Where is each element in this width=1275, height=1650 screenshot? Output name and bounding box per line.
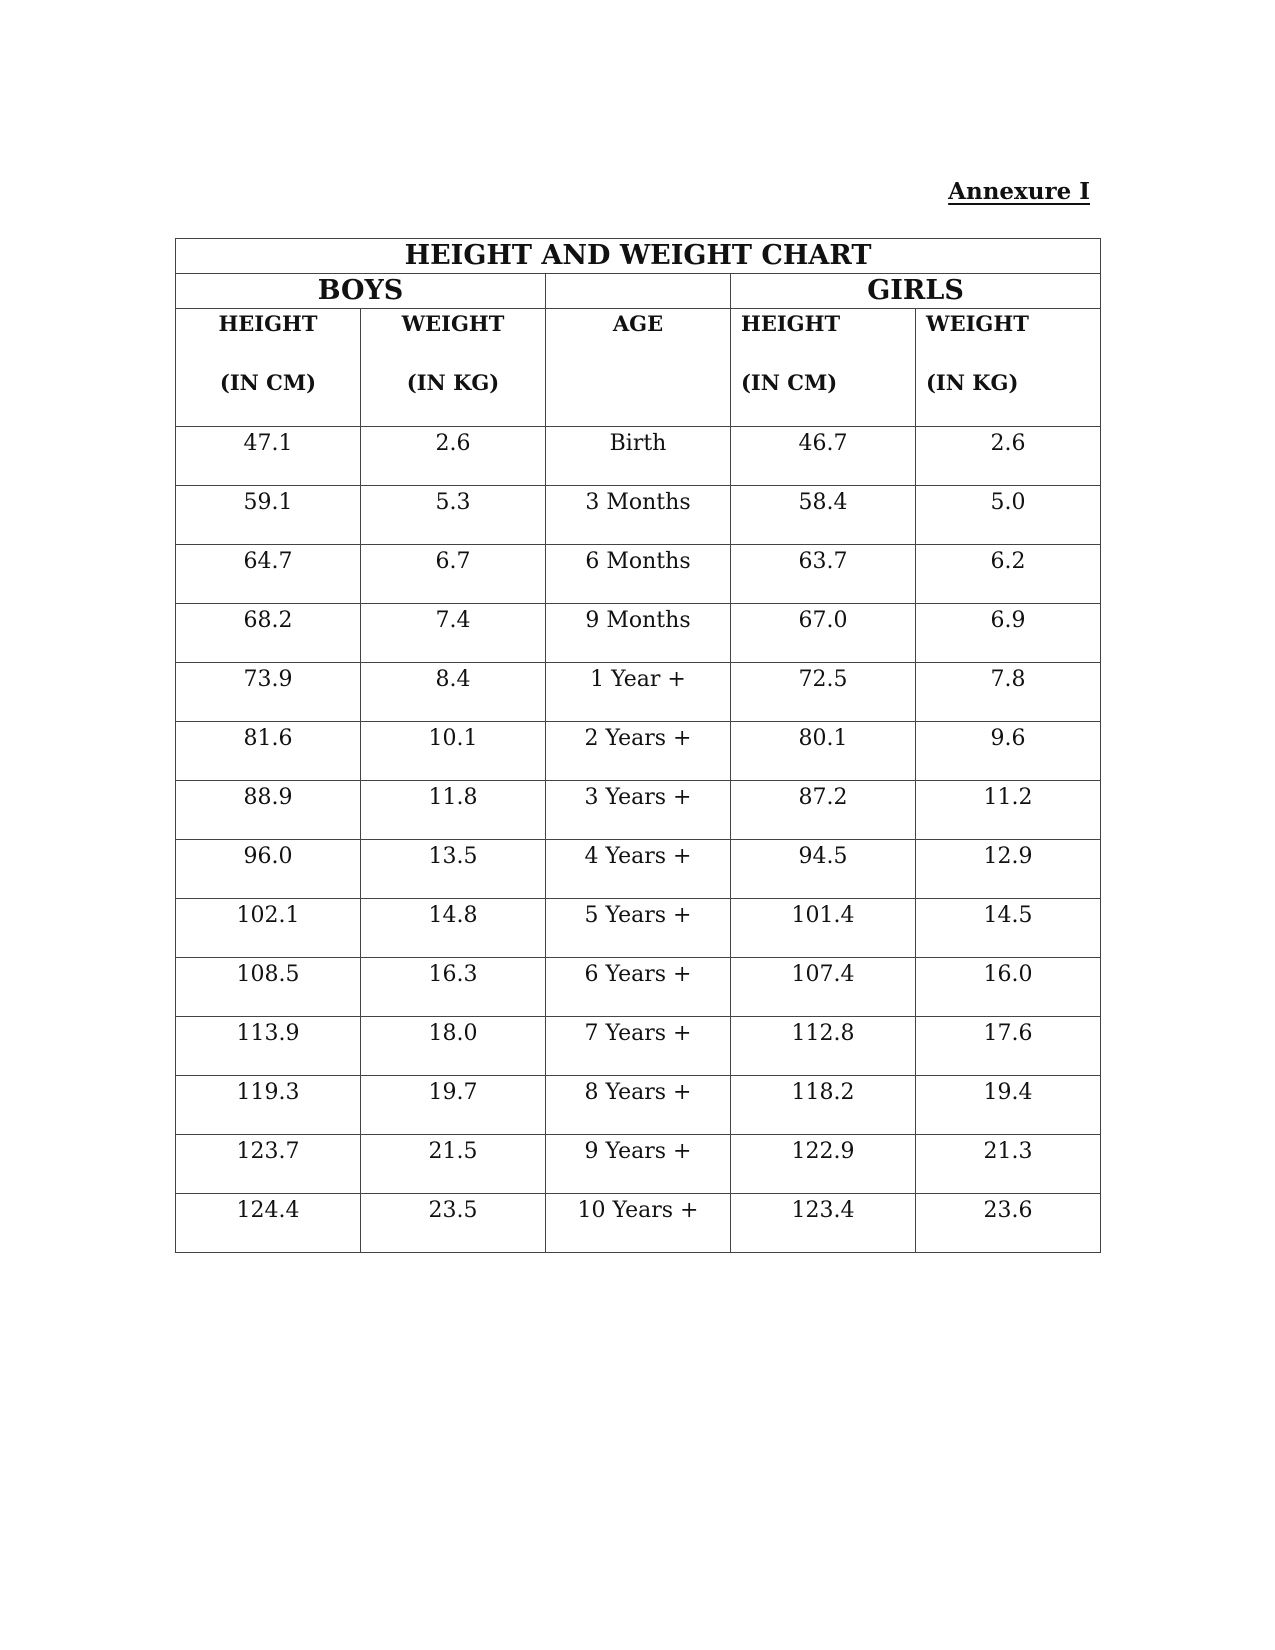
cell-value: 8.4: [435, 667, 471, 692]
cell-age: [546, 1076, 731, 1135]
cell-boys-height: [176, 545, 361, 604]
cell-girls-weight: [916, 427, 1101, 486]
cell-boys-weight: [361, 486, 546, 545]
cell-boys-height: [176, 899, 361, 958]
cell-value: 6.7: [435, 549, 471, 574]
cell-value: 80.1: [798, 726, 848, 751]
header-line2: (IN CM): [219, 370, 317, 395]
cell-value: 64.7: [243, 549, 293, 574]
cell-girls-weight: [916, 1076, 1101, 1135]
cell-girls-height: [731, 1194, 916, 1253]
cell-value: 7.8: [990, 667, 1026, 692]
cell-value: 10.1: [428, 726, 478, 751]
cell-girls-height: [731, 1076, 916, 1135]
cell-girls-height: [731, 486, 916, 545]
cell-girls-height: [731, 958, 916, 1017]
group-age: [546, 274, 731, 309]
cell-boys-weight: [361, 1076, 546, 1135]
header-boys-height: [176, 309, 361, 427]
cell-age: [546, 1194, 731, 1253]
cell-value: 21.3: [983, 1139, 1033, 1164]
cell-age: [546, 840, 731, 899]
table-row: [176, 604, 1101, 663]
table-row: [176, 840, 1101, 899]
table-row: [176, 722, 1101, 781]
cell-age: [546, 663, 731, 722]
table-row: [176, 781, 1101, 840]
cell-girls-weight: [916, 604, 1101, 663]
header-line1: AGE: [612, 311, 664, 336]
cell-value: 1 Year +: [590, 667, 686, 692]
cell-value: 119.3: [236, 1080, 300, 1105]
header-line1: HEIGHT: [741, 311, 841, 336]
cell-age: [546, 899, 731, 958]
cell-value: 8 Years +: [584, 1080, 692, 1105]
cell-value: 4 Years +: [584, 844, 692, 869]
cell-value: 16.3: [428, 962, 478, 987]
cell-value: 23.5: [428, 1198, 478, 1223]
cell-value: 11.8: [428, 785, 478, 810]
cell-value: 5.0: [990, 490, 1026, 515]
cell-value: 67.0: [798, 608, 848, 633]
cell-boys-height: [176, 604, 361, 663]
table-row: [176, 1194, 1101, 1253]
cell-girls-weight: [916, 1135, 1101, 1194]
header-line2: (IN KG): [926, 370, 1019, 395]
table-row: [176, 1135, 1101, 1194]
cell-value: 113.9: [236, 1021, 300, 1046]
cell-value: 14.8: [428, 903, 478, 928]
cell-girls-height: [731, 663, 916, 722]
table-row: [176, 663, 1101, 722]
cell-value: 13.5: [428, 844, 478, 869]
cell-value: 63.7: [798, 549, 848, 574]
cell-girls-height: [731, 1135, 916, 1194]
cell-value: 7.4: [435, 608, 471, 633]
cell-value: 81.6: [243, 726, 293, 751]
table-title: HEIGHT AND WEIGHT CHART: [176, 239, 1101, 274]
cell-boys-height: [176, 781, 361, 840]
cell-boys-weight: [361, 545, 546, 604]
header-boys-weight: [361, 309, 546, 427]
group-girls: GIRLS: [731, 274, 1101, 309]
cell-age: [546, 427, 731, 486]
cell-value: 46.7: [798, 431, 848, 456]
cell-value: 18.0: [428, 1021, 478, 1046]
cell-value: 72.5: [798, 667, 848, 692]
cell-boys-height: [176, 1076, 361, 1135]
cell-value: 102.1: [236, 903, 300, 928]
cell-girls-weight: [916, 545, 1101, 604]
cell-value: 107.4: [791, 962, 855, 987]
header-line1: WEIGHT: [926, 311, 1029, 336]
cell-girls-height: [731, 722, 916, 781]
cell-girls-weight: [916, 1194, 1101, 1253]
cell-value: 59.1: [243, 490, 293, 515]
cell-value: 58.4: [798, 490, 848, 515]
cell-value: 88.9: [243, 785, 293, 810]
cell-value: 96.0: [243, 844, 293, 869]
cell-age: [546, 722, 731, 781]
cell-boys-height: [176, 1135, 361, 1194]
cell-value: 101.4: [791, 903, 855, 928]
cell-girls-height: [731, 781, 916, 840]
cell-value: 122.9: [791, 1139, 855, 1164]
cell-boys-height: [176, 840, 361, 899]
cell-boys-weight: [361, 1135, 546, 1194]
cell-girls-weight: [916, 663, 1101, 722]
cell-age: [546, 1135, 731, 1194]
header-line1: HEIGHT: [218, 311, 318, 336]
cell-value: Birth: [609, 431, 667, 456]
cell-boys-height: [176, 486, 361, 545]
cell-girls-weight: [916, 840, 1101, 899]
cell-boys-height: [176, 663, 361, 722]
header-line2: (IN CM): [741, 370, 838, 395]
cell-value: 11.2: [983, 785, 1033, 810]
cell-girls-weight: [916, 899, 1101, 958]
table-row: [176, 427, 1101, 486]
cell-value: 3 Years +: [584, 785, 692, 810]
cell-value: 68.2: [243, 608, 293, 633]
cell-boys-weight: [361, 1194, 546, 1253]
cell-value: 2.6: [990, 431, 1026, 456]
cell-value: 14.5: [983, 903, 1033, 928]
table-row: [176, 1076, 1101, 1135]
cell-girls-height: [731, 899, 916, 958]
header-line2: (IN KG): [406, 370, 500, 395]
cell-value: 19.4: [983, 1080, 1033, 1105]
header-girls-weight: [916, 309, 1101, 427]
table-row: [176, 486, 1101, 545]
annexure-label: Annexure I: [948, 178, 1090, 205]
cell-value: 2.6: [435, 431, 471, 456]
cell-value: 19.7: [428, 1080, 478, 1105]
cell-value: 112.8: [791, 1021, 855, 1046]
cell-boys-height: [176, 1194, 361, 1253]
cell-value: 16.0: [983, 962, 1033, 987]
cell-age: [546, 781, 731, 840]
cell-boys-height: [176, 722, 361, 781]
cell-value: 123.7: [236, 1139, 300, 1164]
table-row: [176, 545, 1101, 604]
cell-boys-height: [176, 1017, 361, 1076]
title-row: [176, 239, 1101, 274]
cell-girls-weight: [916, 1017, 1101, 1076]
cell-value: 124.4: [236, 1198, 300, 1223]
cell-boys-height: [176, 958, 361, 1017]
cell-age: [546, 486, 731, 545]
cell-value: 10 Years +: [577, 1198, 699, 1223]
header-girls-height: [731, 309, 916, 427]
height-weight-table: [175, 238, 1101, 1253]
cell-value: 9.6: [990, 726, 1026, 751]
table-row: [176, 958, 1101, 1017]
cell-boys-weight: [361, 840, 546, 899]
group-row: [176, 274, 1101, 309]
cell-girls-weight: [916, 486, 1101, 545]
header-row: [176, 309, 1101, 427]
cell-girls-height: [731, 840, 916, 899]
group-boys: BOYS: [176, 274, 546, 309]
cell-value: 47.1: [243, 431, 293, 456]
header-age: [546, 309, 731, 427]
cell-girls-weight: [916, 722, 1101, 781]
cell-girls-height: [731, 604, 916, 663]
cell-value: 7 Years +: [584, 1021, 692, 1046]
cell-girls-height: [731, 545, 916, 604]
cell-value: 23.6: [983, 1198, 1033, 1223]
cell-boys-weight: [361, 899, 546, 958]
header-line1: WEIGHT: [401, 311, 505, 336]
cell-value: 6.9: [990, 608, 1026, 633]
cell-boys-weight: [361, 604, 546, 663]
cell-value: 21.5: [428, 1139, 478, 1164]
cell-value: 118.2: [791, 1080, 855, 1105]
cell-value: 108.5: [236, 962, 300, 987]
cell-value: 9 Months: [585, 608, 691, 633]
cell-value: 94.5: [798, 844, 848, 869]
cell-boys-weight: [361, 781, 546, 840]
cell-girls-height: [731, 427, 916, 486]
cell-value: 6 Months: [585, 549, 691, 574]
cell-girls-weight: [916, 958, 1101, 1017]
cell-value: 6 Years +: [584, 962, 692, 987]
cell-age: [546, 545, 731, 604]
cell-value: 73.9: [243, 667, 293, 692]
cell-value: 6.2: [990, 549, 1026, 574]
cell-boys-weight: [361, 663, 546, 722]
cell-value: 3 Months: [585, 490, 691, 515]
cell-age: [546, 958, 731, 1017]
cell-value: 5.3: [435, 490, 471, 515]
cell-age: [546, 604, 731, 663]
cell-boys-weight: [361, 427, 546, 486]
cell-value: 12.9: [983, 844, 1033, 869]
cell-value: 17.6: [983, 1021, 1033, 1046]
cell-girls-height: [731, 1017, 916, 1076]
cell-boys-weight: [361, 958, 546, 1017]
cell-value: 2 Years +: [584, 726, 692, 751]
cell-boys-weight: [361, 1017, 546, 1076]
cell-boys-height: [176, 427, 361, 486]
cell-girls-weight: [916, 781, 1101, 840]
cell-boys-weight: [361, 722, 546, 781]
cell-value: 87.2: [798, 785, 848, 810]
table-row: [176, 899, 1101, 958]
table-row: [176, 1017, 1101, 1076]
cell-value: 9 Years +: [584, 1139, 692, 1164]
cell-value: 5 Years +: [584, 903, 692, 928]
cell-value: 123.4: [791, 1198, 855, 1223]
cell-age: [546, 1017, 731, 1076]
